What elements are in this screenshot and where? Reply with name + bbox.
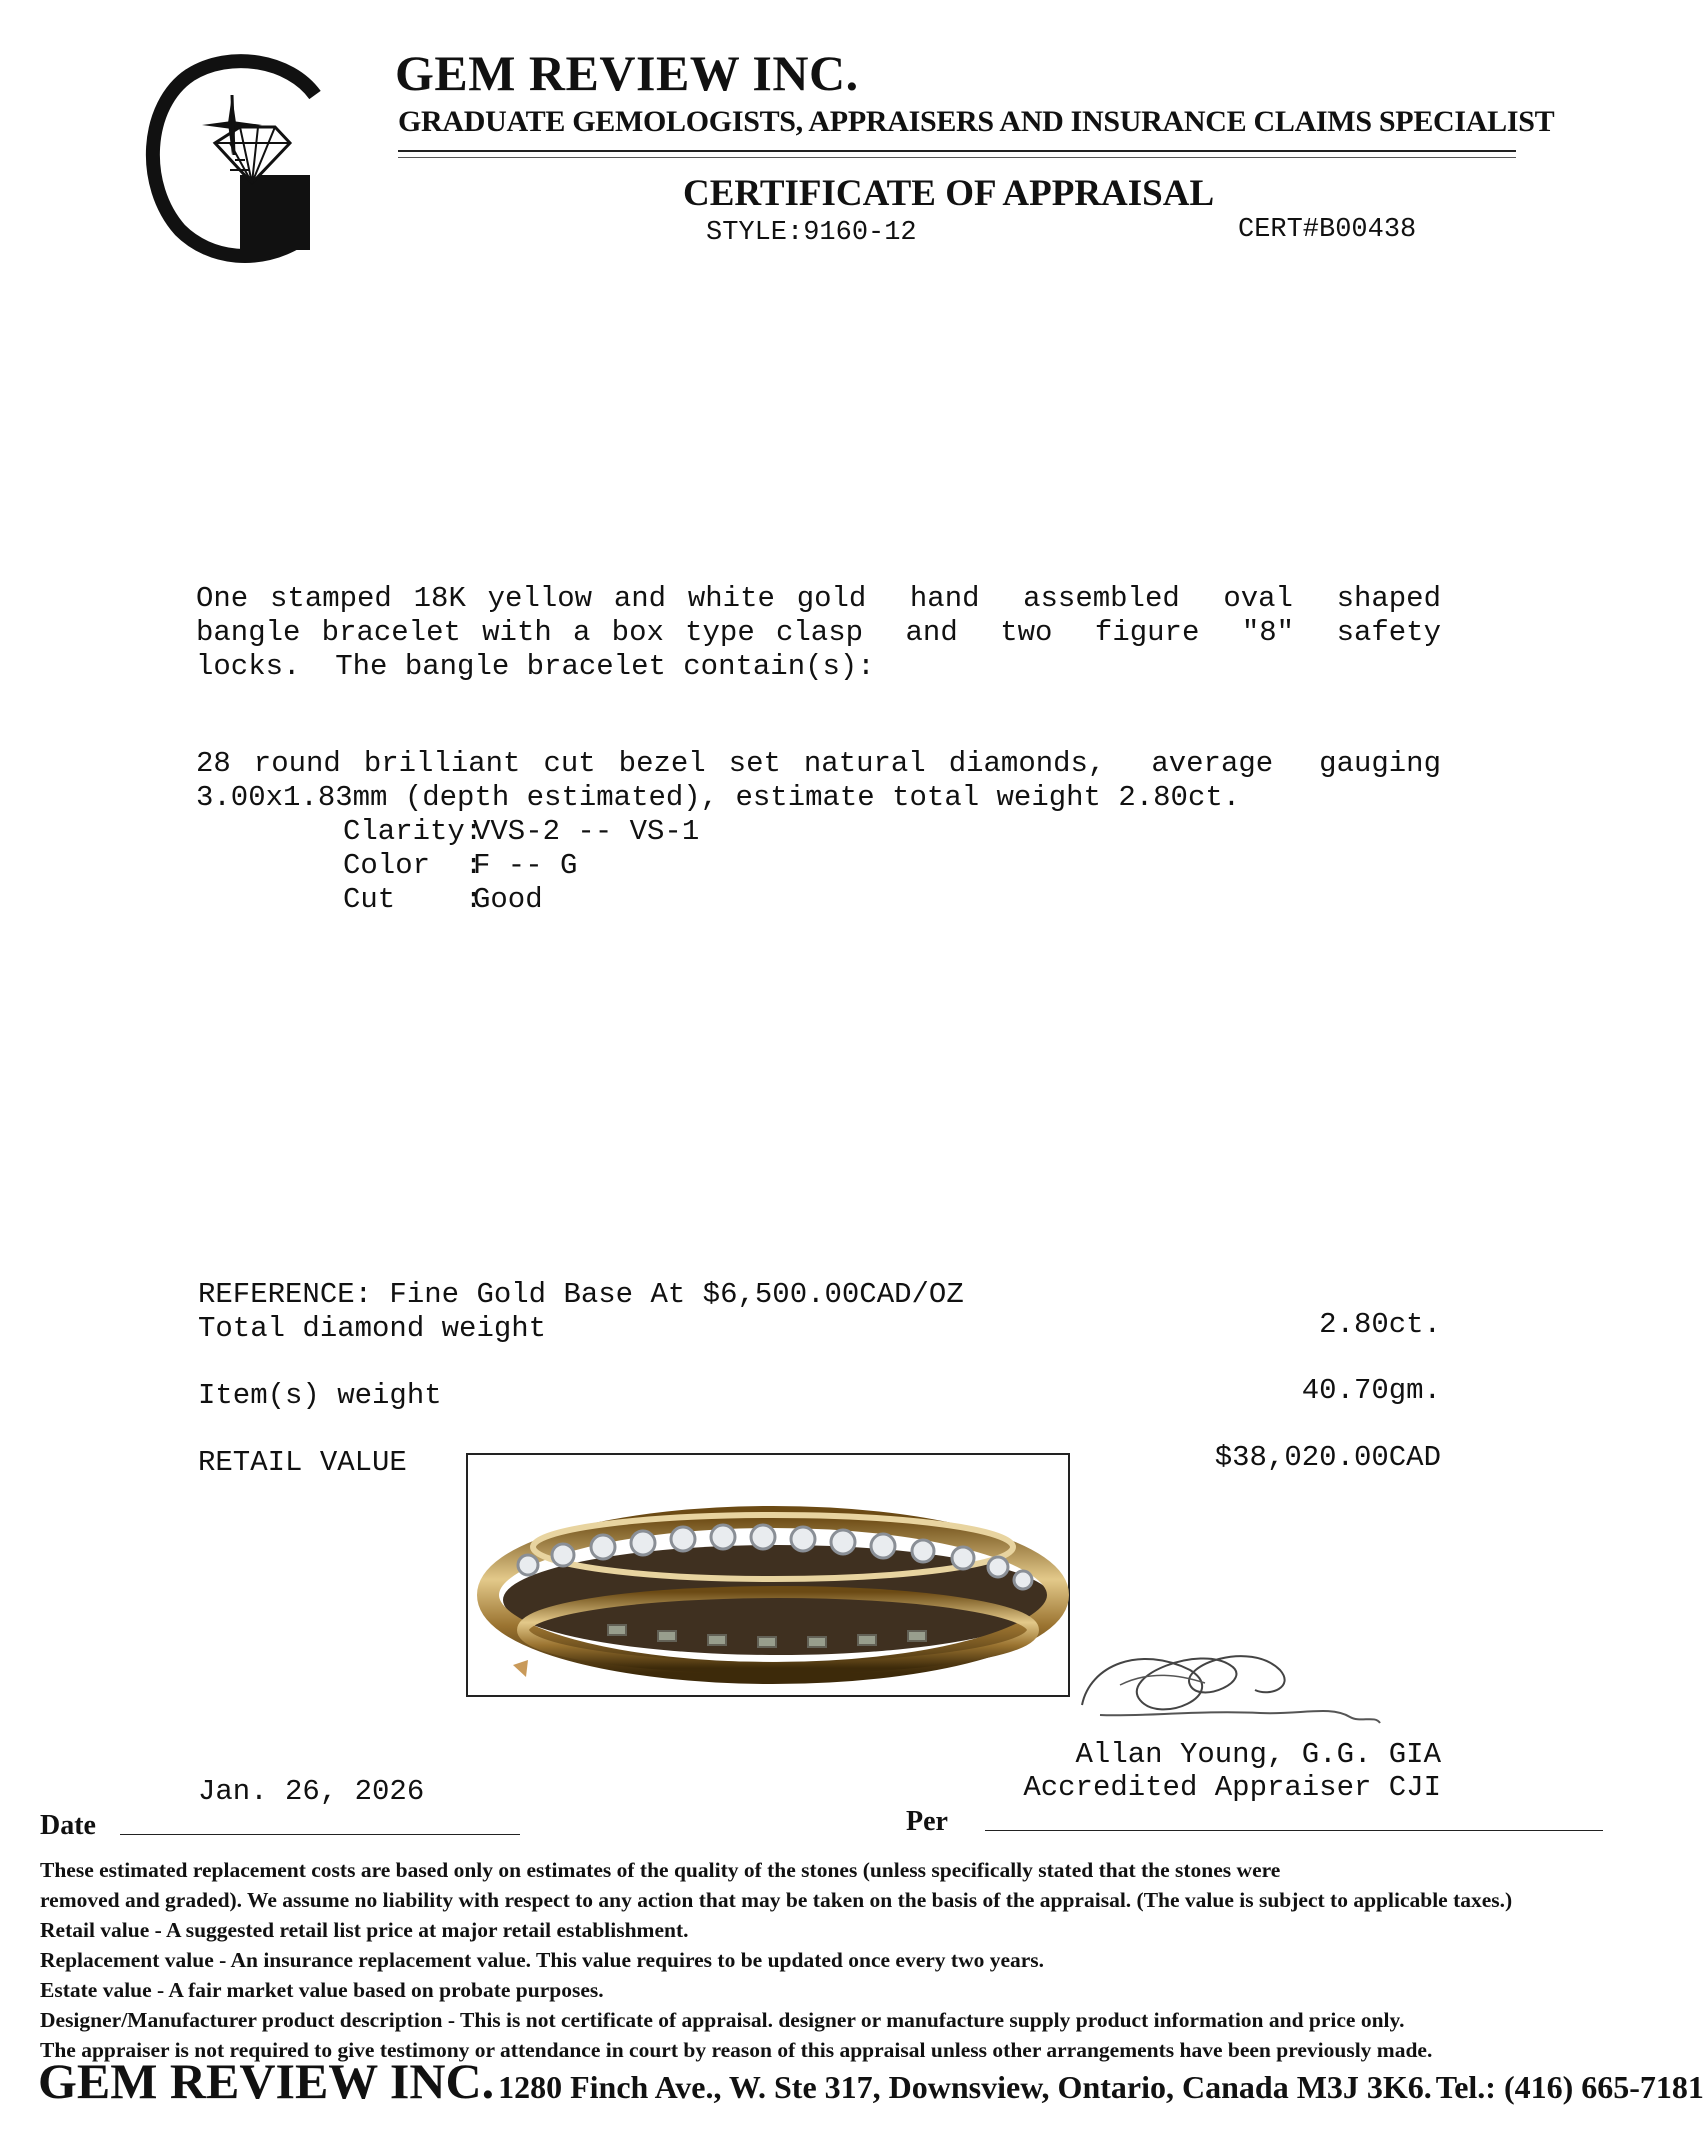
header-rule-thin [398, 157, 1516, 158]
date-label: Date [40, 1810, 96, 1841]
clarity-value: VVS-2 -- VS-1 [473, 815, 700, 848]
per-line [985, 1830, 1603, 1831]
style-number: STYLE:9160-12 [706, 218, 917, 248]
company-name: GEM REVIEW INC. [395, 45, 859, 101]
stone-line: 3.00x1.83mm (depth estimated), estimate total weight 2.80ct. [196, 781, 1241, 814]
disclaimer-notes [40, 1855, 1650, 2065]
footer-phone: Tel.: (416) 665-7181 [1435, 2069, 1704, 2105]
gem-g-logo-icon [140, 55, 340, 265]
disclaimer-line: The appraiser is not required to give testimony or attendance in court by reason of this appraisal unless other arrangements have been previously made. [40, 2038, 1433, 2062]
description-line: One stamped 18K yellow and white gold hand assembled oval shaped [196, 582, 1441, 615]
disclaimer-line: removed and graded). We assume no liability with respect to any action that may be taken on the basis of the appraisal. (The value is subject to applicable taxes.) [40, 1888, 1513, 1912]
disclaimer-line: Retail value - A suggested retail list price at major retail establishment. [40, 1918, 689, 1942]
stone-line: 28 round brilliant cut bezel set natural diamonds, average gauging [196, 747, 1441, 780]
appraiser-name: Allan Young, G.G. GIA [1075, 1738, 1441, 1771]
certificate-title: CERTIFICATE OF APPRAISAL [683, 173, 1215, 214]
header-rule [398, 150, 1516, 152]
clarity-label: Clarity: [343, 815, 483, 848]
per-label: Per [906, 1806, 948, 1837]
company-tagline: GRADUATE GEMOLOGISTS, APPRAISERS AND INSURANCE CLAIMS SPECIALIST [398, 105, 1555, 138]
item-description [196, 582, 1441, 684]
disclaimer-line: Designer/Manufacturer product description - This is not certificate of appraisal. designer or manufacture supply product information and price only. [40, 2008, 1405, 2032]
clarity-row [343, 815, 699, 848]
bangle-bracelet-image [468, 1455, 1068, 1695]
cut-value: Good [473, 883, 543, 916]
disclaimer-line: Replacement value - An insurance replacement value. This value requires to be updated once every two years. [40, 1948, 1045, 1972]
reference-line: REFERENCE: Fine Gold Base At $6,500.00CAD/OZ [198, 1278, 964, 1311]
certificate-number: CERT#B00438 [1238, 215, 1417, 245]
item-weight-label: Item(s) weight [198, 1379, 442, 1412]
description-line: bangle bracelet with a box type clasp and two figure "8" safety [196, 616, 1441, 649]
disclaimer-line: These estimated replacement costs are based only on estimates of the quality of the stones (unless specifically stated that the stones were [40, 1858, 1281, 1882]
stone-description [196, 747, 1441, 815]
color-value: F -- G [473, 849, 578, 882]
product-photo [466, 1453, 1070, 1697]
diamond-weight-value: 2.80ct. [1319, 1308, 1441, 1341]
date-line [120, 1834, 520, 1835]
retail-value-label: RETAIL VALUE [198, 1446, 407, 1479]
color-label: Color : [343, 849, 483, 882]
appraiser-credential: Accredited Appraiser CJI [1023, 1771, 1441, 1804]
appraisal-date: Jan. 26, 2026 [198, 1775, 425, 1808]
color-row [343, 849, 577, 882]
footer-address: 1280 Finch Ave., W. Ste 317, Downsview, Ontario, Canada M3J 3K6. [498, 2069, 1432, 2105]
footer-company-name: GEM REVIEW INC. [38, 2053, 495, 2109]
appraiser-signature [1080, 1625, 1390, 1735]
cut-row [343, 883, 543, 916]
cut-label: Cut : [343, 883, 483, 916]
description-line: locks. The bangle bracelet contain(s): [196, 650, 875, 683]
retail-value-amount: $38,020.00CAD [1214, 1441, 1441, 1474]
footer-company-bar [38, 2052, 1704, 2110]
diamond-weight-label: Total diamond weight [198, 1312, 547, 1345]
item-weight-value: 40.70gm. [1301, 1374, 1441, 1407]
disclaimer-line: Estate value - A fair market value based on probate purposes. [40, 1978, 604, 2002]
